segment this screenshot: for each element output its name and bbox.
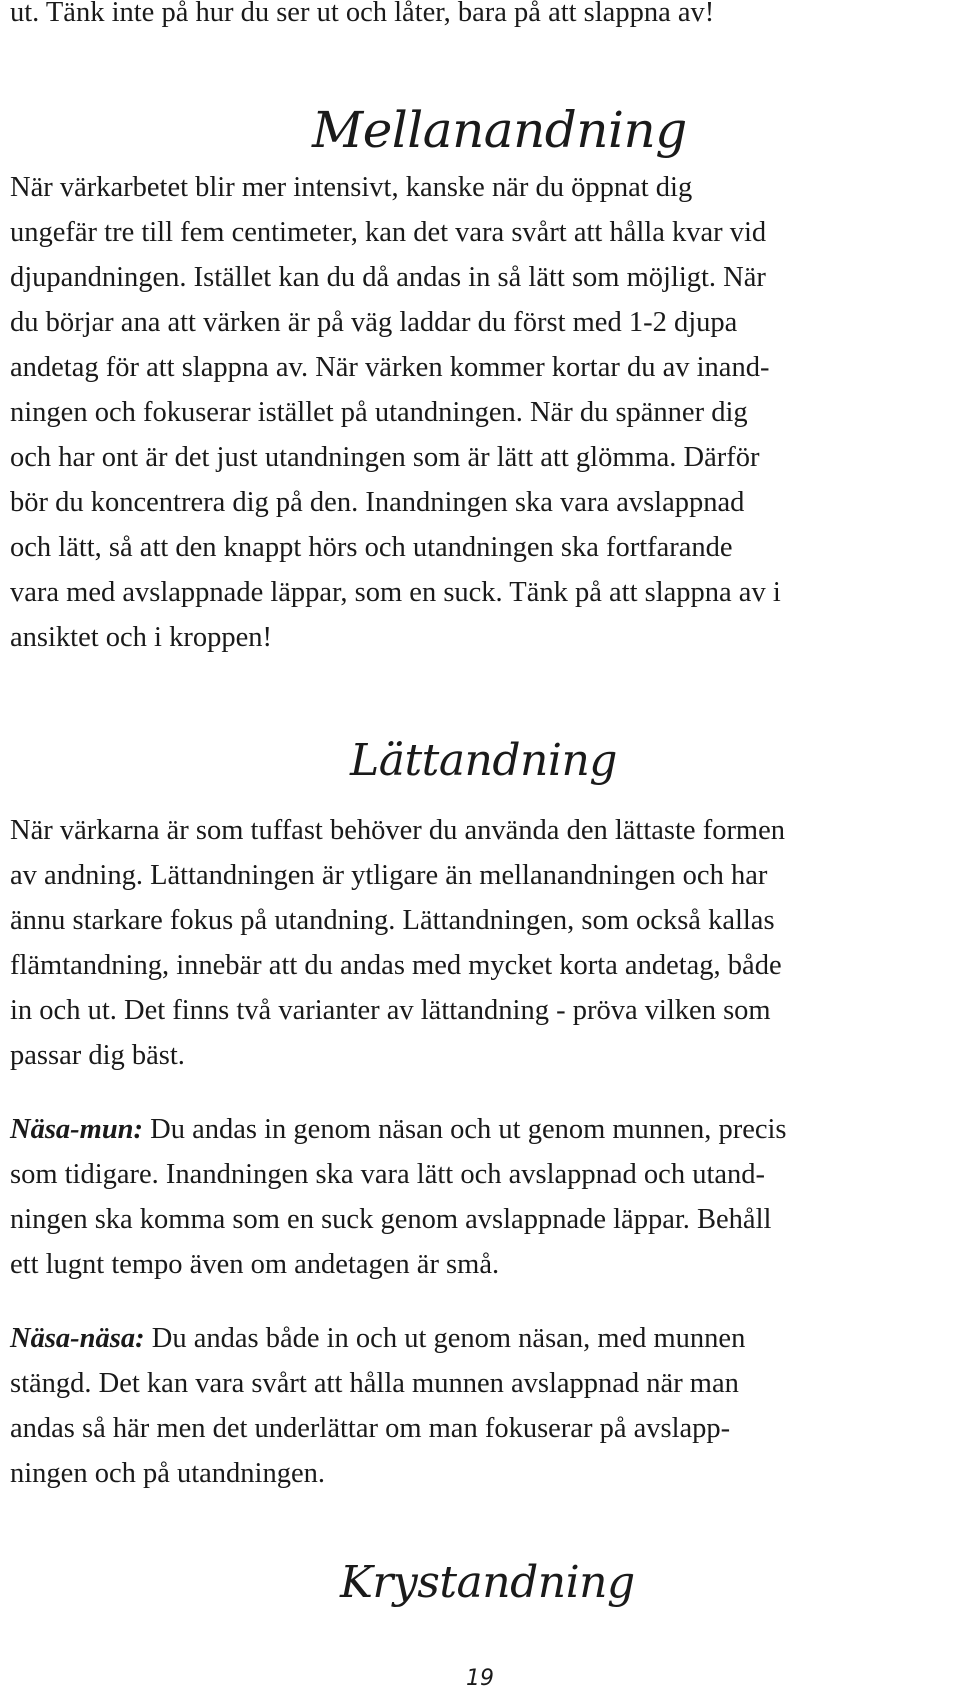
text-line: flämtandning, innebär att du andas med mycket korta andetag, både bbox=[10, 950, 782, 981]
text-line: ännu starkare fokus på utandning. Lättandningen, som också kallas bbox=[10, 905, 775, 936]
text-line: ningen och på utandningen. bbox=[10, 1458, 326, 1489]
text-line: passar dig bäst. bbox=[10, 1040, 185, 1071]
paragraph-mellanandning bbox=[10, 165, 950, 660]
text-line bbox=[10, 1316, 950, 1361]
text-line: av andning. Lättandningen är ytligare än mellanandningen och har bbox=[10, 860, 768, 891]
section-heading-krystandning: Krystandning bbox=[340, 1557, 635, 1608]
text-line: ungefär tre till fem centimeter, kan det vara svårt att hålla kvar vid bbox=[10, 217, 767, 248]
text-line: När värkarna är som tuffast behöver du använda den lättaste formen bbox=[10, 815, 785, 846]
text-line bbox=[10, 1107, 950, 1152]
text-line: andas så här men det underlättar om man fokuserar på avslapp- bbox=[10, 1413, 731, 1444]
paragraph-lattandning bbox=[10, 808, 950, 1078]
text-line: vara med avslappnade läppar, som en suck. Tänk på att slappna av i bbox=[10, 577, 781, 608]
text-line: andetag för att slappna av. När värken kommer kortar du av inand- bbox=[10, 352, 770, 383]
term-nasa-mun: Näsa-mun: bbox=[10, 1114, 144, 1145]
text-line: och har ont är det just utandningen som är lätt att glömma. Därför bbox=[10, 442, 760, 473]
text-line: och lätt, så att den knappt hörs och utandningen ska fortfarande bbox=[10, 532, 733, 563]
text-line: När värkarbetet blir mer intensivt, kanske när du öppnat dig bbox=[10, 172, 693, 203]
text-line: bör du koncentrera dig på den. Inandningen ska vara avslappnad bbox=[10, 487, 745, 518]
text-line: du börjar ana att värken är på väg laddar du först med 1-2 djupa bbox=[10, 307, 738, 338]
text-line: stängd. Det kan vara svårt att hålla munnen avslappnad när man bbox=[10, 1368, 739, 1399]
term-nasa-nasa: Näsa-näsa: bbox=[10, 1323, 145, 1354]
text-line: ningen ska komma som en suck genom avslappnade läppar. Behåll bbox=[10, 1204, 772, 1235]
text-run: Du andas in genom näsan och ut genom munnen, precis bbox=[143, 1114, 787, 1145]
page-number: 19 bbox=[466, 1666, 494, 1691]
text-line: ett lugnt tempo även om andetagen är små. bbox=[10, 1249, 500, 1280]
top-continuation-line bbox=[10, 0, 950, 35]
section-heading-lattandning: Lättandning bbox=[350, 735, 617, 786]
text-line: ansiktet och i kroppen! bbox=[10, 622, 272, 653]
section-heading-mellanandning: Mellanandning bbox=[312, 101, 687, 159]
paragraph-nasa-mun bbox=[10, 1107, 950, 1287]
paragraph-nasa-nasa bbox=[10, 1316, 950, 1496]
text-line: som tidigare. Inandningen ska vara lätt och avslappnad och utand- bbox=[10, 1159, 766, 1190]
text-run: Du andas både in och ut genom näsan, med munnen bbox=[144, 1323, 746, 1354]
text-line: ut. Tänk inte på hur du ser ut och låter, bara på att slappna av! bbox=[10, 0, 715, 28]
text-line: ningen och fokuserar istället på utandningen. När du spänner dig bbox=[10, 397, 748, 428]
text-line: djupandningen. Istället kan du då andas in så lätt som möjligt. När bbox=[10, 262, 766, 293]
text-line: in och ut. Det finns två varianter av lättandning - pröva vilken som bbox=[10, 995, 771, 1026]
